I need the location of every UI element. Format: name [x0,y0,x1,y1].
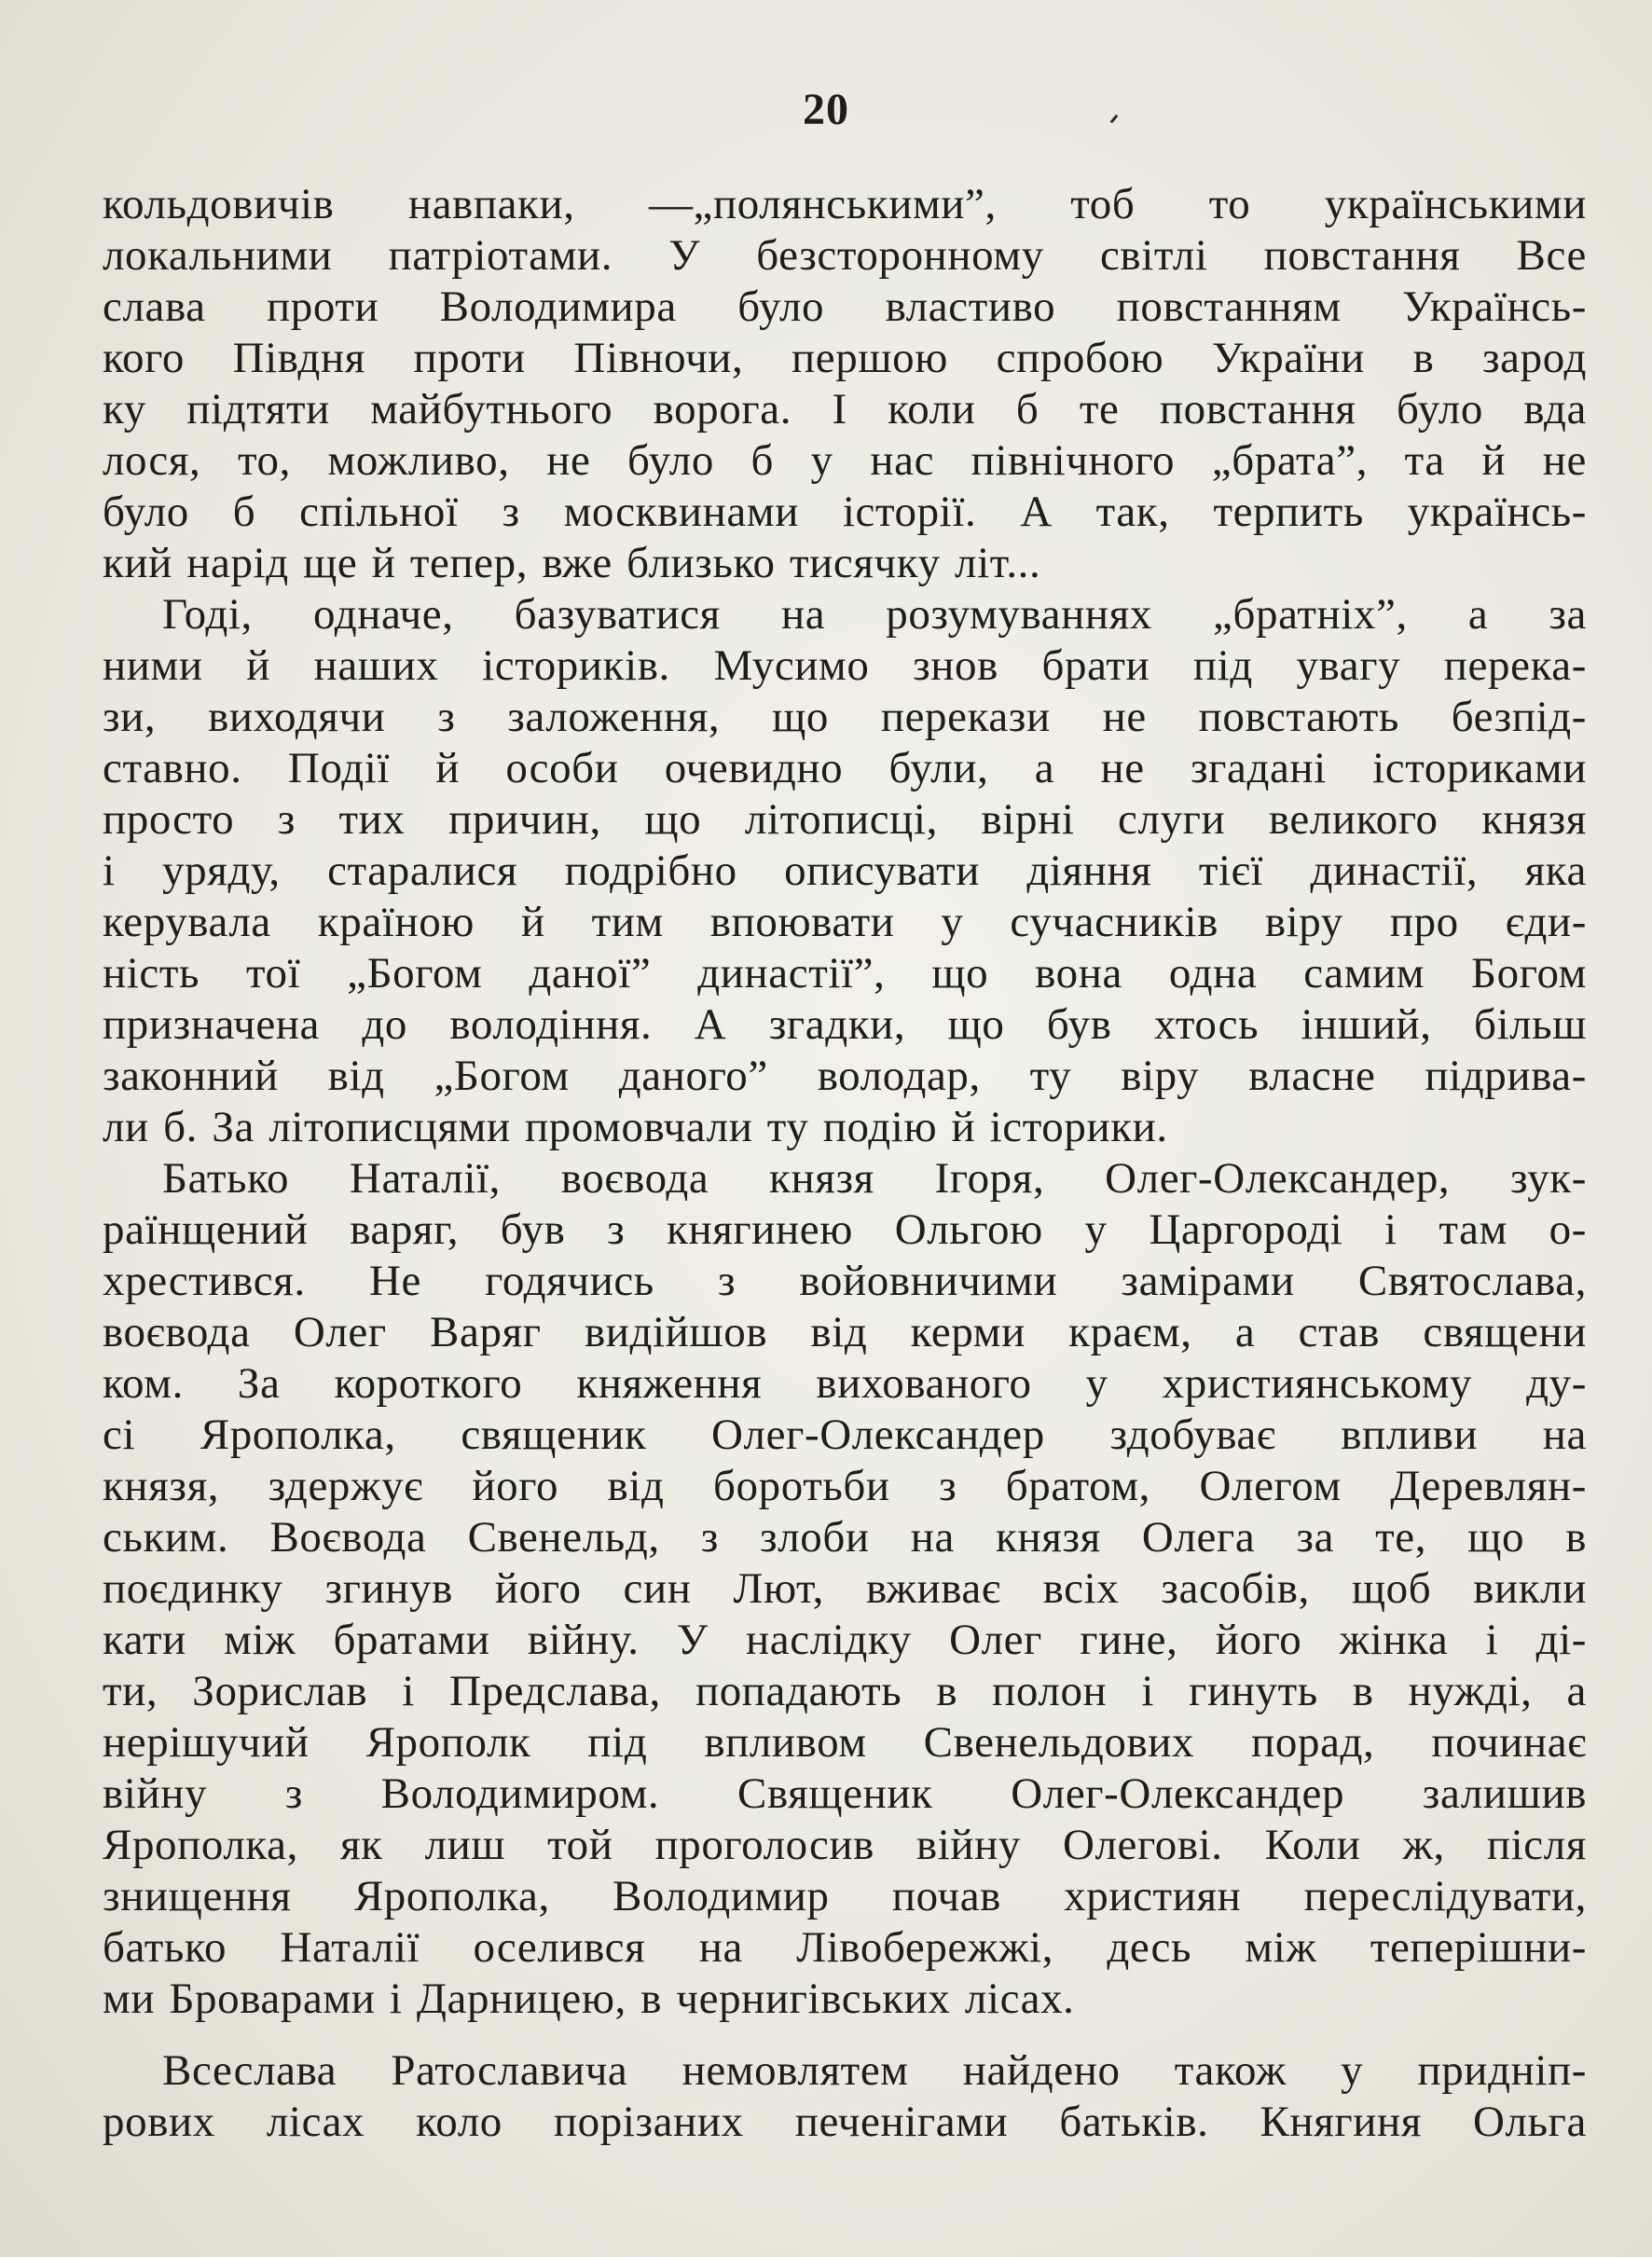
paragraph-2 [103,589,1587,1153]
text-line: ку підтяти майбутнього ворога. І коли б те повстання було вда [103,385,1587,434]
text-line: кий нарід ще й тепер, вже близько тисячку літ... [103,539,1041,587]
paragraph-4 [103,2045,1587,2148]
text-line: війну з Володимиром. Священик Олег-Олександер залишив [103,1769,1587,1818]
text-line: ставно. Події й особи очевидно були, а не згадані істориками [103,744,1587,792]
body-text [103,179,1587,2148]
text-line: просто з тих причин, що літописці, вірні слуги великого князя [103,795,1587,844]
text-line: законний від „Богом даного” володар, ту віру власне підрива- [103,1052,1587,1100]
text-line: ли б. За літописцями промовчали ту подію й історики. [103,1103,1168,1151]
text-line: батько Наталії оселився на Лівобережжі, десь між теперішни- [103,1923,1587,1972]
paragraph-1 [103,179,1587,589]
text-line: ними й наших істориків. Мусимо знов брати під увагу перека- [103,641,1587,690]
text-line: ським. Воєвода Свенельд, з злоби на князя Олега за те, що в [103,1513,1587,1562]
text-line: зи, виходячи з заложення, що перекази не повстають безпід- [103,693,1587,741]
text-line: ком. За короткого княження вихованого у християнському ду- [103,1359,1587,1408]
text-line: було б спільної з москвинами історії. А так, терпить українсь- [103,488,1587,536]
text-line: ти, Зорислав і Предслава, попадають в полон і гинуть в нужді, а [103,1667,1587,1715]
text-line: нерішучий Ярополк під впливом Свенельдових порад, починає [103,1718,1587,1767]
text-line: рових лісах коло порізаних печенігами батьків. Княгиня Ольга [103,2098,1587,2146]
text-line: воєвода Олег Варяг видійшов від керми краєм, а став священи [103,1308,1587,1356]
text-line: раїнщений варяг, був з княгинею Ольгою у Царгороді і там о- [103,1205,1587,1254]
text-line: знищення Ярополка, Володимир почав християн переслідувати, [103,1872,1587,1920]
text-line: кого Півдня проти Півночи, першою спробою України в зарод [103,334,1587,382]
text-line: Батько Наталії, воєвода князя Ігоря, Олег-Олександер, зук- [162,1154,1587,1203]
text-line: Годі, одначе, базуватися на розумуваннях „братніх”, а за [162,590,1587,639]
paragraph-3 [103,1153,1587,2025]
text-line: ми Броварами і Дарницею, в чернигівських лісах. [103,1975,1075,2023]
text-line: сі Ярополка, священик Олег-Олександер здобуває впливи на [103,1411,1587,1459]
text-line: слава проти Володимира було властиво повстанням Українсь- [103,282,1587,331]
text-line: кольдовичів навпаки, —„полянськими”, тоб то українськими [103,180,1587,228]
page-number: 20 [803,85,849,134]
text-line: локальними патріотами. У безсторонному світлі повстання Все [103,231,1587,280]
text-line: керувала країною й тим впоювати у сучасників віру про єди- [103,898,1587,946]
text-line: кати між братами війну. У наслідку Олег гине, його жінка і ді- [103,1616,1587,1664]
text-line: князя, здержує його від боротьби з братом, Олегом Деревлян- [103,1462,1587,1510]
text-line: Всеслава Ратославича немовлятем найдено також у придніп- [162,2046,1587,2095]
text-line: поєдинку згинув його син Лют, вживає всіх засобів, щоб викли [103,1564,1587,1613]
text-line: призначена до володіння. А згадки, що був хтось інший, більш [103,1000,1587,1049]
paragraph-gap [103,2025,1587,2045]
text-line: Ярополка, як лиш той проголосив війну Олегові. Коли ж, після [103,1821,1587,1869]
text-line: лося, то, можливо, не було б у нас північного „брата”, та й не [103,436,1587,485]
text-line: хрестився. Не годячись з войовничими замірами Святослава, [103,1257,1587,1305]
text-line: ність тої „Богом даної” династії”, що вона одна самим Богом [103,949,1587,998]
text-line: і уряду, старалися подрібно описувати діяння тієї династії, яка [103,846,1587,895]
